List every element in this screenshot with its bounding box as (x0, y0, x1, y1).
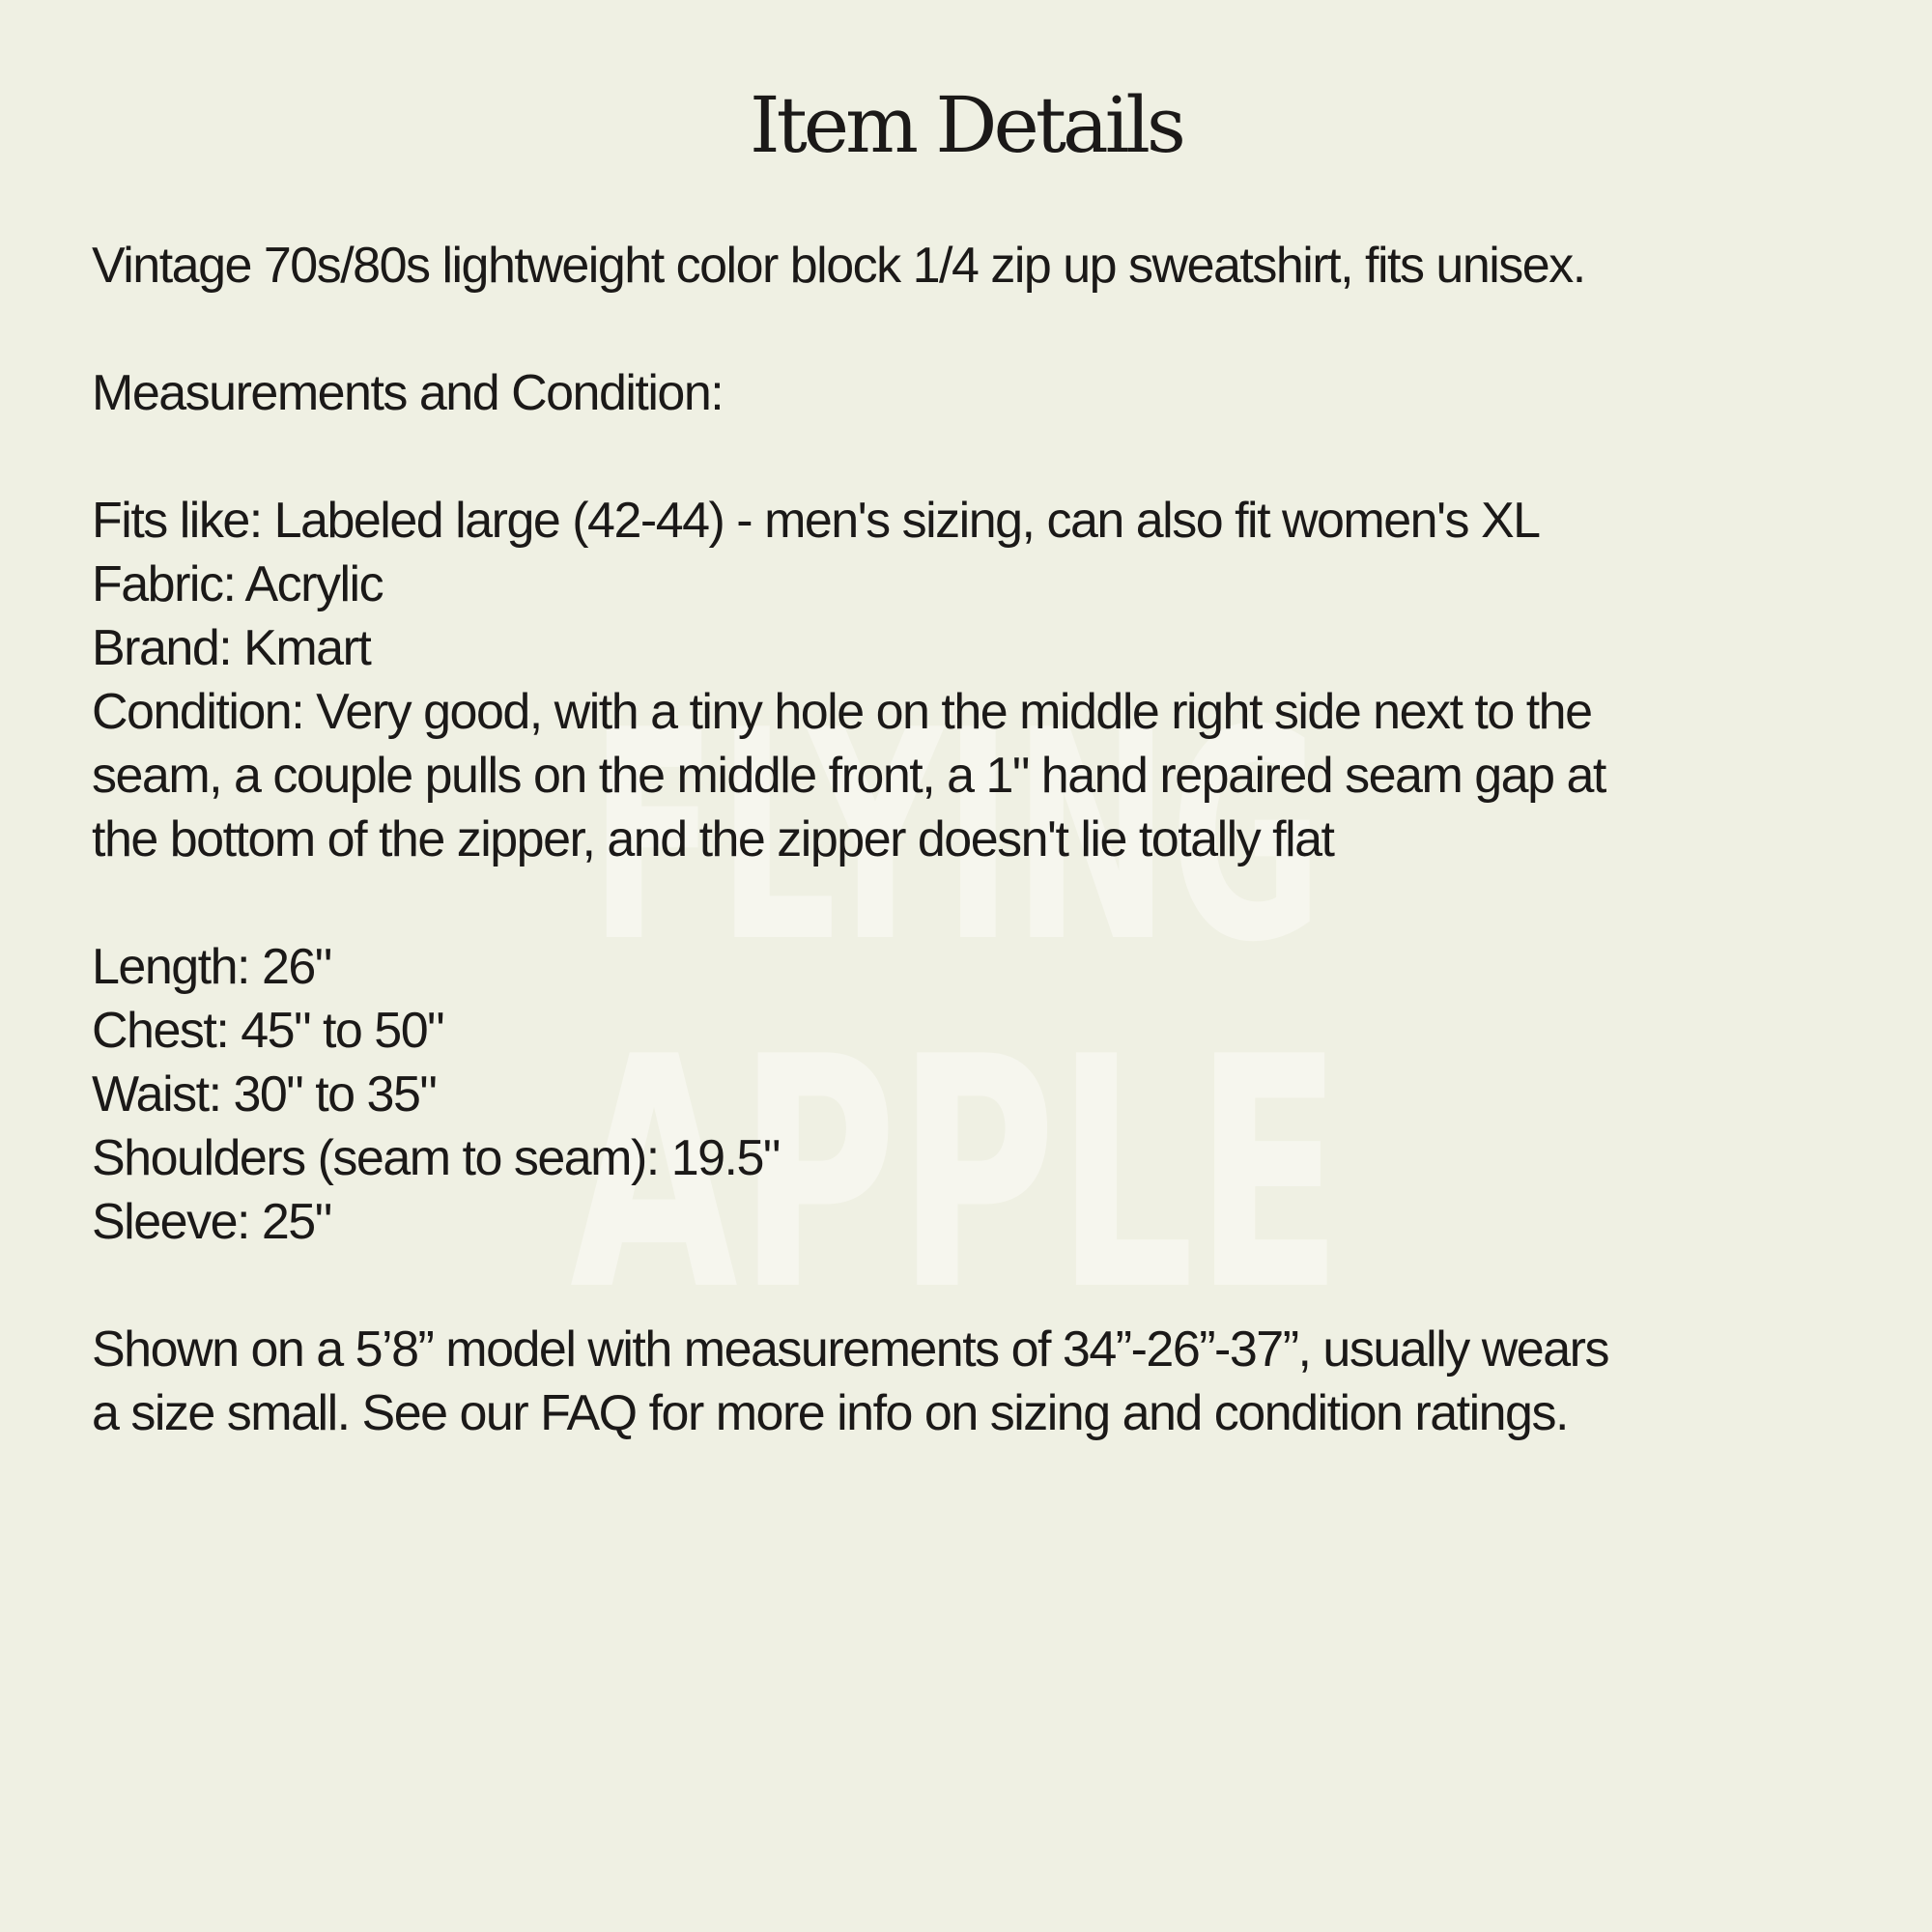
brand-text: Brand: Kmart (92, 620, 371, 676)
sleeve-measurement: Sleeve: 25" (92, 1194, 331, 1250)
section-heading: Measurements and Condition: (92, 365, 724, 421)
length-measurement: Length: 26" (92, 939, 331, 995)
chest-measurement: Chest: 45" to 50" (92, 1003, 444, 1059)
intro-text: Vintage 70s/80s lightweight color block 1/4 zip up sweatshirt, fits unisex. (92, 238, 1585, 294)
shoulders-measurement: Shoulders (seam to seam): 19.5" (92, 1130, 780, 1186)
watermark-line-1: FLYING (589, 668, 1323, 1006)
fits-like-text: Fits like: Labeled large (42-44) - men's sizing, can also fit women's XL (92, 493, 1540, 549)
condition-line: Condition: Very good, with a tiny hole on the middle right side next to the (92, 684, 1592, 740)
spacer (92, 298, 1879, 361)
condition-line: seam, a couple pulls on the middle front, a 1" hand repaired seam gap at (92, 748, 1605, 804)
fabric-text: Fabric: Acrylic (92, 556, 384, 612)
item-description (92, 234, 1879, 1445)
spacer (92, 1254, 1879, 1318)
model-note-line: a size small. See our FAQ for more info on sizing and condition ratings. (92, 1385, 1568, 1441)
waist-measurement: Waist: 30" to 35" (92, 1066, 437, 1122)
spacer (92, 425, 1879, 489)
page-title: Item Details (750, 80, 1182, 170)
condition-line: the bottom of the zipper, and the zipper doesn't lie totally flat (92, 811, 1334, 867)
spacer (92, 871, 1879, 935)
watermark-line-2: APPLE (570, 989, 1343, 1352)
model-note-line: Shown on a 5’8” model with measurements of 34”-26”-37”, usually wears (92, 1321, 1608, 1378)
